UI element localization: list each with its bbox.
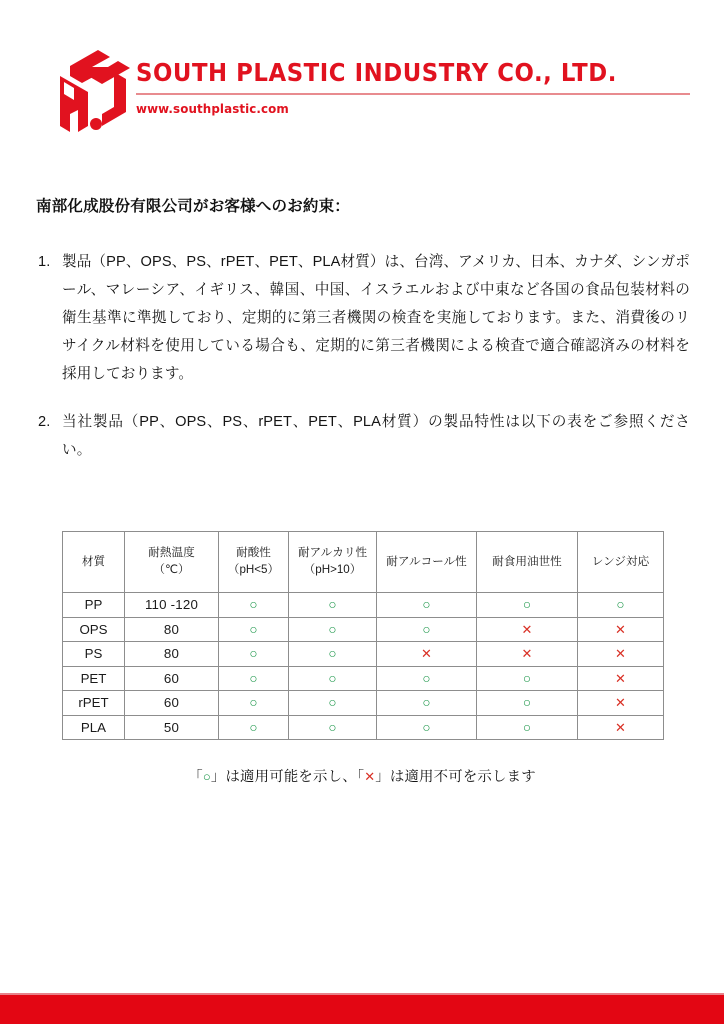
- table-row: [63, 666, 664, 691]
- no-mark-icon: ✕: [615, 719, 626, 735]
- cell-acid: [219, 666, 289, 691]
- cell-alkali: [289, 617, 377, 642]
- column-header-alcohol-resistance: [377, 532, 477, 593]
- column-header-heat-resistance: [125, 532, 219, 593]
- ok-mark-icon: ○: [422, 597, 431, 613]
- cell-alkali: [289, 691, 377, 716]
- clause-text: 当社製品（PP、OPS、PS、rPET、PET、PLA材質）の製品特性は以下の表をご参照ください。: [62, 413, 690, 458]
- header-line-1: 耐熱温度: [148, 546, 195, 560]
- cell-oil: [477, 593, 578, 618]
- clause-number: 1.: [38, 253, 51, 270]
- clause-text: 製品（PP、OPS、PS、rPET、PET、PLA材質）は、台湾、アメリカ、日本、カナダ、シンガポール、マレーシア、イギリス、韓国、中国、イスラエルおよび中東など各国の食品包装材料の衛生基準に準拠しており、定期的に第三者機関の検査を実施しております。また、消費後のリサイクル材料を使用している場合も、定期的に第三者機関による検査で適合確認済みの材料を採用しております。: [62, 253, 690, 382]
- table-row: [63, 715, 664, 740]
- company-name: SOUTH PLASTIC INDUSTRY CO., LTD.: [136, 58, 617, 87]
- cell-alcohol: [377, 617, 477, 642]
- cell-temperature: 110 -120: [125, 593, 219, 618]
- ok-mark-icon: ○: [328, 719, 337, 735]
- ok-mark-icon: ○: [249, 719, 258, 735]
- cell-material: PS: [63, 642, 125, 667]
- cell-microwave: [578, 691, 664, 716]
- ok-mark-icon: ○: [249, 597, 258, 613]
- ok-mark-icon: ○: [249, 621, 258, 637]
- ok-mark-icon: ○: [249, 646, 258, 662]
- ok-mark-icon: ○: [422, 719, 431, 735]
- table-row: [63, 691, 664, 716]
- cell-alcohol: [377, 666, 477, 691]
- cell-microwave: [578, 617, 664, 642]
- cell-microwave: [578, 593, 664, 618]
- clause-item-1: [38, 248, 690, 388]
- ok-mark-icon: ○: [328, 695, 337, 711]
- legend-suffix: 」は適用不可を示します: [375, 769, 536, 785]
- cell-alkali: [289, 666, 377, 691]
- cell-temperature: 50: [125, 715, 219, 740]
- cell-material: rPET: [63, 691, 125, 716]
- material-properties-table-wrapper: [62, 531, 663, 740]
- no-mark-icon: ✕: [364, 769, 376, 784]
- legend-prefix: 「: [188, 769, 203, 785]
- table-legend: [0, 765, 724, 786]
- header-line-2: （pH>10）: [303, 563, 362, 576]
- clause-list: [0, 248, 724, 464]
- cell-microwave: [578, 666, 664, 691]
- cell-material: PP: [63, 593, 125, 618]
- cell-temperature: 80: [125, 642, 219, 667]
- no-mark-icon: ✕: [521, 621, 533, 637]
- cell-temperature: 60: [125, 666, 219, 691]
- ok-mark-icon: ○: [249, 695, 258, 711]
- header-line-1: レンジ対応: [591, 554, 650, 568]
- ok-mark-icon: ○: [422, 695, 431, 711]
- cell-temperature: 60: [125, 691, 219, 716]
- cell-material: PLA: [63, 715, 125, 740]
- cell-alkali: [289, 642, 377, 667]
- header-line-1: 耐酸性: [236, 546, 271, 560]
- ok-mark-icon: ○: [522, 597, 532, 613]
- cell-acid: [219, 593, 289, 618]
- table-row: [63, 617, 664, 642]
- ok-mark-icon: ○: [328, 597, 337, 613]
- cell-alcohol: [377, 642, 477, 667]
- ok-mark-icon: ○: [328, 670, 337, 686]
- cell-oil: [477, 691, 578, 716]
- page-header: [0, 0, 724, 160]
- cell-acid: [219, 642, 289, 667]
- cell-material: PET: [63, 666, 125, 691]
- cell-acid: [219, 691, 289, 716]
- header-divider: [136, 93, 690, 95]
- column-header-acid-resistance: [219, 532, 289, 593]
- cell-microwave: [578, 642, 664, 667]
- document-body: [0, 196, 724, 464]
- table-row: [63, 642, 664, 667]
- clause-number: 2.: [38, 413, 51, 430]
- column-header-alkali-resistance: [289, 532, 377, 593]
- header-line-1: 耐食用油世性: [492, 554, 562, 568]
- no-mark-icon: ✕: [615, 646, 626, 662]
- cell-microwave: [578, 715, 664, 740]
- material-properties-table: [62, 531, 664, 740]
- header-line-2: （℃）: [153, 563, 190, 576]
- ok-mark-icon: ○: [522, 719, 532, 735]
- column-header-microwave: [578, 532, 664, 593]
- cell-acid: [219, 617, 289, 642]
- no-mark-icon: ✕: [615, 670, 626, 686]
- cell-acid: [219, 715, 289, 740]
- column-header-material: [63, 532, 125, 593]
- ok-mark-icon: ○: [202, 769, 211, 784]
- ok-mark-icon: ○: [422, 670, 431, 686]
- cell-alcohol: [377, 715, 477, 740]
- cell-oil: [477, 617, 578, 642]
- website-url[interactable]: www.southplastic.com: [136, 101, 289, 116]
- ok-mark-icon: ○: [328, 646, 337, 662]
- column-header-edible-oil-resistance: [477, 532, 578, 593]
- ok-mark-icon: ○: [522, 695, 532, 711]
- no-mark-icon: ✕: [615, 695, 626, 711]
- header-line-2: （pH<5）: [227, 563, 280, 576]
- no-mark-icon: ✕: [421, 646, 432, 662]
- ok-mark-icon: ○: [522, 670, 532, 686]
- south-plastic-cube-logo-icon: [52, 48, 136, 134]
- header-line-1: 耐アルカリ性: [297, 546, 368, 560]
- footer-bar: [0, 995, 724, 1024]
- cell-temperature: 80: [125, 617, 219, 642]
- cell-oil: [477, 642, 578, 667]
- no-mark-icon: ✕: [615, 621, 626, 637]
- table-body: [63, 593, 664, 740]
- cell-alcohol: [377, 593, 477, 618]
- table-row: [63, 593, 664, 618]
- no-mark-icon: ✕: [521, 646, 533, 662]
- ok-mark-icon: ○: [616, 597, 625, 613]
- cell-material: OPS: [63, 617, 125, 642]
- cell-oil: [477, 715, 578, 740]
- ok-mark-icon: ○: [422, 621, 431, 637]
- page-title: 南部化成股份有限公司がお客様へのお約束：: [36, 198, 351, 215]
- ok-mark-icon: ○: [249, 670, 258, 686]
- clause-item-2: [38, 408, 690, 464]
- header-line-1: 耐アルコール性: [386, 554, 467, 568]
- cell-alcohol: [377, 691, 477, 716]
- cell-oil: [477, 666, 578, 691]
- table-header-row: [63, 532, 664, 593]
- cell-alkali: [289, 593, 377, 618]
- cell-alkali: [289, 715, 377, 740]
- legend-middle: 」は適用可能を示し、「: [210, 769, 365, 785]
- header-line-1: 材質: [81, 554, 106, 568]
- ok-mark-icon: ○: [328, 621, 337, 637]
